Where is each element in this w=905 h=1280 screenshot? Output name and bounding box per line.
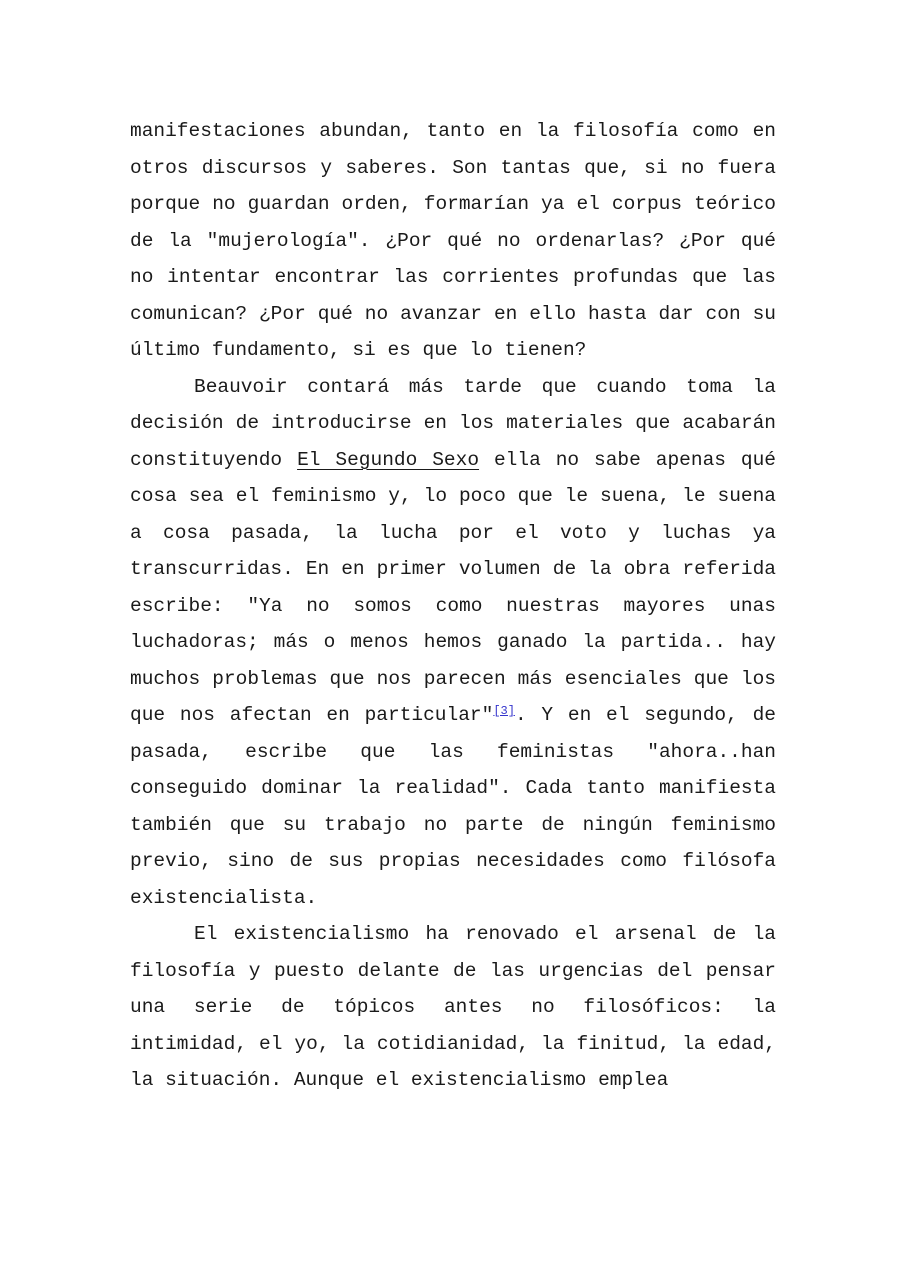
book-title-el-segundo-sexo: El Segundo Sexo [297, 448, 480, 471]
paragraph-beauvoir-text-end: . Y en el segundo, de pasada, escribe que las feministas "ahora..han conseguido dominar la realidad". Cada tanto manifiesta también que su trabajo no parte de ningún feminismo previo, sino de sus propias necesidades como filósofa existencialista. [130, 704, 776, 909]
paragraph-beauvoir-text-middle: ella no sabe apenas qué cosa sea el feminismo y, lo poco que le suena, le suena a cosa pasada, la lucha por el voto y luchas ya transcurridas. En en primer volumen de la obra referida escribe: "Ya no somos como nuestras mayores unas luchadoras; más o menos hemos ganado la partida.. hay muchos problemas que nos parecen más esenciales que los que nos afectan en particular" [130, 448, 777, 726]
paragraph-continuation: manifestaciones abundan, tanto en la filosofía como en otros discursos y saberes. Son tantas que, si no fuera porque no guardan orden, formarían ya el corpus teórico de la "mujerología". ¿Por qué no ordenarlas? ¿Por qué no intentar encontrar las corrientes profundas que las comunican? ¿Por qué no avanzar en ello hasta dar con su último fundamento, si es que lo tienen? [130, 120, 776, 361]
footnote-link-3[interactable]: [3] [493, 704, 515, 718]
document-page [130, 113, 776, 1099]
paragraph-beauvoir-text-start: Beauvoir contará más tarde que cuando toma la decisión de introducirse en los materiales que acabarán constituyendo [130, 375, 776, 471]
paragraph-existencialismo: El existencialismo ha renovado el arsenal de la filosofía y puesto delante de las urgencias del pensar una serie de tópicos antes no filosóficos: la intimidad, el yo, la cotidianidad, la finitud, la edad, la situación. Aunque el existencialismo emplea [130, 923, 776, 1091]
paragraph-beauvoir [130, 369, 776, 917]
